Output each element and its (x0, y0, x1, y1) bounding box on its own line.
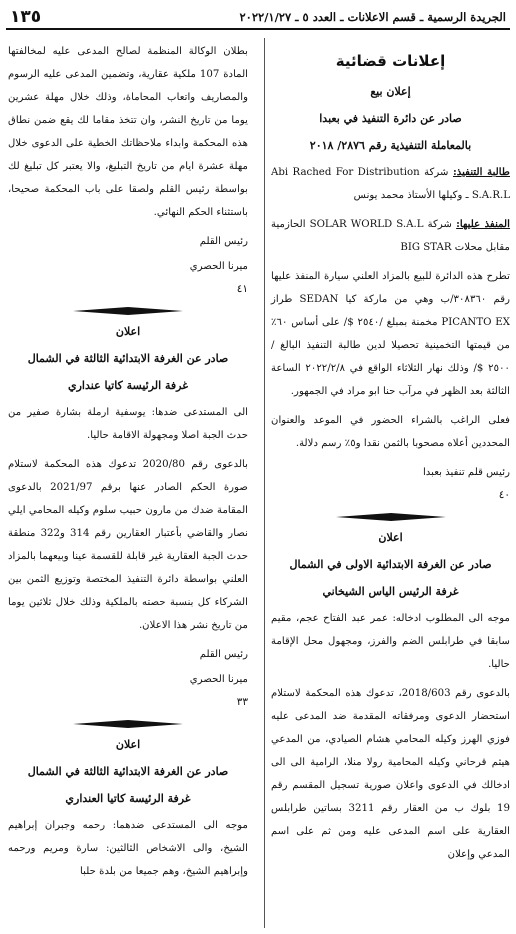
notice-sale (271, 80, 510, 504)
separator-ornament (8, 306, 248, 316)
separator-ornament (271, 512, 510, 522)
notice-number: ٤١ (236, 283, 248, 295)
signature: رئيس قلم تنفيذ بعبدا (422, 467, 510, 478)
applicant-text: شركة Abi Rached For Distribution S.A.R.L ـ وكيلها الأستاذ محمد يونس (271, 167, 510, 201)
defendant-text: شركة SOLAR WORLD S.A.L الحازمية مقابل محلات BIG STAR (271, 219, 510, 253)
signature-title: رئيس القلم (199, 649, 248, 660)
notice-first-chamber (271, 526, 510, 866)
notice-body: فعلى الراغب بالشراء الحضور في الموعد والعنوان المحددين أعلاه مصحوبا بالثمن نقدا و٥٪ رسم دلالة. (271, 415, 510, 449)
notice-issuer: صادر عن الغرفة الابتدائية الثالثة في الشمال (27, 765, 229, 778)
notice-continuation: بطلان الوكالة المنظمة لصالح المدعى عليه لمخالفتها المادة 107 ملكية عقارية، وتضمين المدعى عليه الرسوم والمصاريف واتعاب المحاماة، وذلك خلال مهلة عشرين يوما من تاريخ النشر، وان تتخذ مقاما لك يقع ضمن نطاق هذه المحكمة وابداء ملاحظاتك الخطية على الدعوى خلال مهلة عشرة ايام من تاريخ التبليغ، والا يعتبر كل تبليغ لك بواسطة رئيس القلم ولصقا على باب المحكمة صحيحا، باستثناء الحكم النهائي. (8, 46, 249, 218)
notice-case-number: بالمعاملة التنفيذية رقم ٢٨٧٦/ ٢٠١٨ (309, 139, 472, 152)
defendant-label: المنفذ عليها: (456, 218, 510, 230)
left-column (8, 38, 252, 928)
notice-body: بالدعوى رقم 2020/80 تدعوك هذه المحكمة لاستلام صورة الحكم الصادر عنها برقم 2021/97 بالدعوى المقامة ضدك من مارون حبيب سلوم وكيله المحامي ايلي نصار والقاضي بأعتبار العقارين رقم 314 و322 منطقة حدث الجبة العقارية غير قابلة للقسمة عينا وبيعهما بالمزاد العلني بواسطة دائرة التنفيذ المختصة وتوزيع الثمن بين الشركاء كل بنسبة حصته بالملكية وذلك خلال ثلاثين يوما من تاريخ نشر هذا الاعلان. (8, 459, 248, 631)
running-title: الجريدة الرسمية ـ قسم الاعلانات ـ العدد ٥ ـ ٢٠٢٢/١/٢٧ (239, 10, 506, 24)
notice-third-chamber (8, 320, 248, 711)
page-header (6, 6, 510, 30)
notice-body: الى المستدعى ضدها: يوسفية ارملة بشارة صفير من حدث الجبة اصلا ومجهولة الاقامة حاليا. (8, 407, 248, 441)
defendant-paragraph (271, 213, 510, 259)
notice-number: ٣٣ (236, 696, 248, 708)
notice-number: ٤٠ (498, 489, 510, 501)
notice-heading: إعلان بيع (370, 85, 411, 98)
right-column (264, 38, 510, 928)
notice-heading: اعلان (378, 531, 403, 544)
applicant-label: طالبة التنفيذ: (453, 166, 510, 178)
notice-body: بالدعوى رقم 2018/603، تدعوك هذه المحكمة لاستلام استحضار الدعوى ومرفقاته المقدمة ضد المدعى عليه فوزي الهرز وكيله المحامي هشام الصيادي، من المدعي هيثم قرحاني وكيله المحامية رولا منلا، الرامية الى الى ادخالك في الدعوى واعلان صورية تسجيل المقسم رقم 19 بلوك ب من العقار رقم 3211 بساتين طرابلس العقارية على اسم المدعى عليه ومن ثم على اسم المدعي وإعلان (271, 688, 510, 860)
notice-heading: اعلان (115, 738, 141, 751)
notice-body: تطرح هذه الدائرة للبيع بالمزاد العلني سيارة المنفذ عليها رقم ٣٠٨٣٦٠/ب وهي من ماركة كيا SEDAN طراز PICANTO EX مخمنة بمبلغ /٢٥٤٠ $/ على أساس ٦٠٪ من قيمتها التخمينية تحصيلا لدين طالبة التنفيذ البالغ /٢٥٠٠ $/ وذلك نهار الثلاثاء الواقع في ٢٠٢٢/٢/٨ الساعة الثالثة بعد الظهر في مرآب حنا ابو مراد في الجمهور. (271, 271, 510, 397)
applicant-paragraph (271, 161, 510, 207)
section-title: إعلانات قضائية (335, 52, 446, 70)
notice-heading: اعلان (115, 325, 141, 338)
signature-name: ميرنا الحصري (189, 674, 248, 685)
separator-ornament (8, 719, 248, 729)
page-number: ١٣٥ (10, 7, 42, 27)
notice-body: موجه الى المستدعى ضدهما: رحمه وجبران إبراهيم الشيخ، والى الاشخاص الثالثين: سارة ومريم ورحمه وإبراهيم الشيخ، وهم جميعا من بلدة حلبا (8, 820, 248, 877)
notice-chamber: غرفة الرئيسة كاتيا عنداري (68, 379, 188, 392)
notice-issuer: صادر عن دائرة التنفيذ في بعبدا (319, 112, 462, 125)
notice-body: موجه الى المطلوب ادخاله: عمر عبد الفتاح عجم، مقيم سابقا في طرابلس الضم والفرز، ومجهول محل الإقامة حاليا. (271, 613, 510, 670)
notice-third-chamber-second (8, 733, 248, 883)
notice-chamber: غرفة الرئيسة كاتيا العنداري (65, 792, 191, 805)
signature-title: رئيس القلم (199, 236, 248, 247)
notice-chamber: غرفة الرئيس الياس الشيخاني (322, 585, 459, 598)
notice-issuer: صادر عن الغرفة الابتدائية الاولى في الشمال (289, 558, 492, 571)
notice-issuer: صادر عن الغرفة الابتدائية الثالثة في الشمال (27, 352, 229, 365)
signature-name: ميرنا الحصري (189, 261, 248, 272)
